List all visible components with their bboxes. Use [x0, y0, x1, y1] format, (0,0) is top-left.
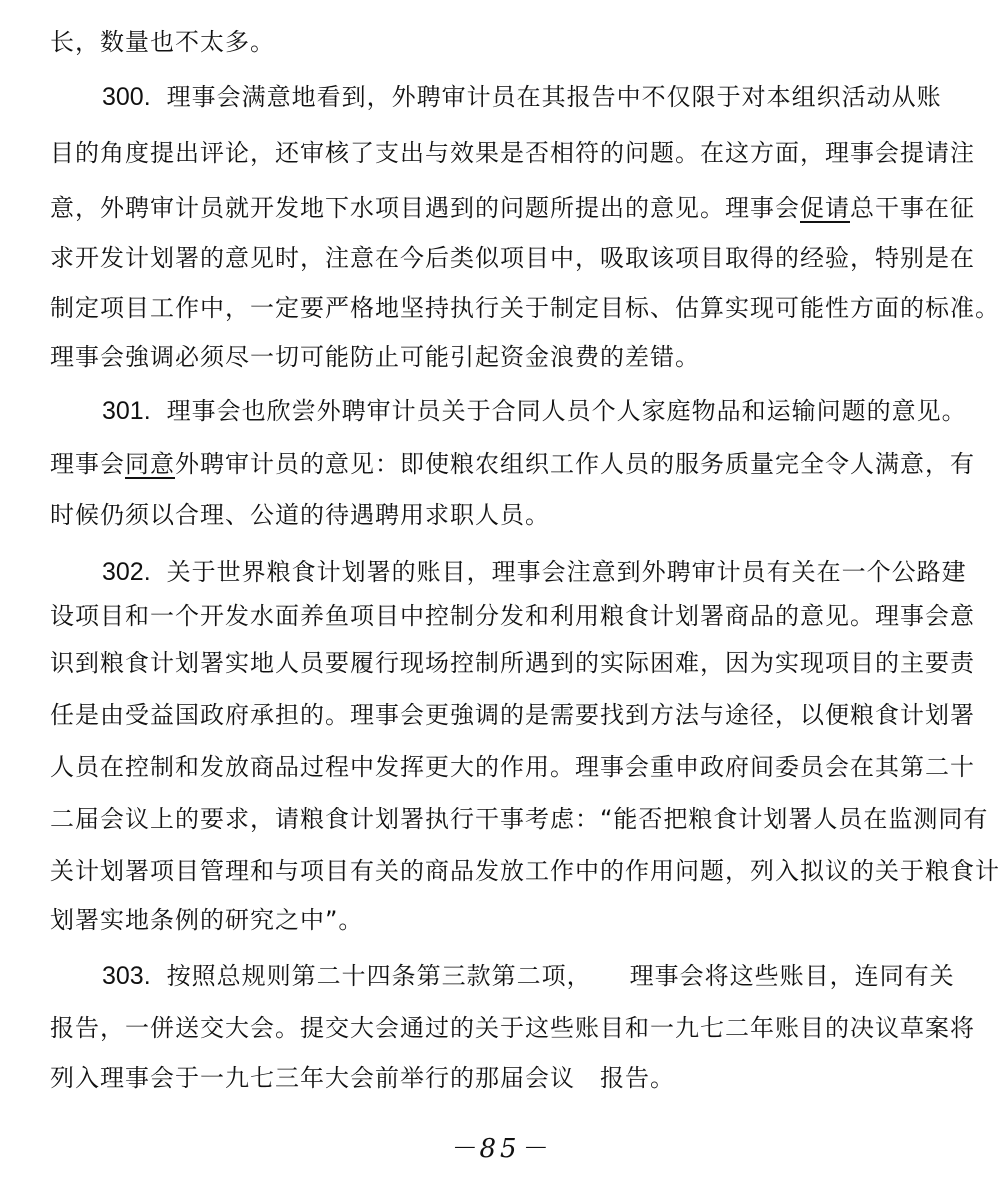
- text-line: [50, 243, 975, 273]
- paragraph-number: 302.: [102, 558, 151, 586]
- paragraph-303-start: [102, 961, 960, 991]
- line-text: 人员在控制和发放商品过程中发挥更大的作用。理事会重申政府间委员会在其第二十: [50, 753, 975, 781]
- line-text: 外聘审计员的意见：即使粮农组织工作人员的服务质量完全令人满意，有: [175, 450, 975, 478]
- paragraph-301-start: [102, 396, 967, 426]
- line-text: 求开发计划署的意见时，注意在今后类似项目中，吸取该项目取得的经验，特别是在: [50, 244, 975, 272]
- text-line: [50, 27, 960, 57]
- line-text: 理事会強调必须尽一切可能防止可能引起资金浪费的差错。: [50, 343, 700, 371]
- paragraph-302-start: [102, 557, 967, 587]
- text-line: [50, 500, 960, 530]
- underlined-text: 同意: [125, 450, 175, 478]
- line-text: 时候仍须以合理、公道的待遇聘用求职人员。: [50, 501, 550, 529]
- line-text: 意，外聘审计员就开发地下水项目遇到的问题所提出的意见。理事会: [50, 194, 800, 222]
- line-text: 划署实地条例的研究之中”。: [50, 906, 364, 934]
- paragraph-number: 303.: [102, 962, 151, 990]
- paragraph-number: 301.: [102, 397, 151, 425]
- text-line: [50, 342, 960, 372]
- line-text: 长，数量也不太多。: [50, 28, 275, 56]
- text-line: [50, 648, 975, 678]
- line-text: 理事会也欣尝外聘审计员关于合同人员个人家庭物品和运输问题的意见。: [166, 397, 967, 425]
- line-text: 理事会满意地看到，外聘审计员在其报告中不仅限于对本组织活动从账: [166, 83, 942, 111]
- line-text: 任是由受益国政府承担的。理事会更強调的是需要找到方法与途径，以便粮食计划署: [50, 701, 975, 729]
- text-line: [50, 1013, 975, 1043]
- line-text: 设项目和一个开发水面养鱼项目中控制分发和利用粮食计划署商品的意见。理事会意: [50, 602, 975, 630]
- line-text: 理事会: [50, 450, 125, 478]
- paragraph-number: 300.: [102, 83, 151, 111]
- line-text: 列入理事会于一九七三年大会前举行的那届会议 报告。: [50, 1064, 675, 1092]
- text-line: [50, 905, 960, 935]
- text-line: [50, 193, 975, 223]
- paragraph-300-start: [102, 82, 960, 112]
- line-text: 识到粮食计划署实地人员要履行现场控制所遇到的实际困难，因为实现项目的主要责: [50, 649, 975, 677]
- line-text: 关于世界粮食计划署的账目，理事会注意到外聘审计员有关在一个公路建: [166, 558, 967, 586]
- text-line: [50, 293, 1000, 323]
- line-text: 报告，一併送交大会。提交大会通过的关于这些账目和一九七二年账目的决议草案将: [50, 1014, 975, 1042]
- page-number: －85－: [449, 1134, 551, 1164]
- text-line: [50, 752, 975, 782]
- text-line: [50, 601, 975, 631]
- line-text: 按照总规则第二十四条第三款第二项， 理事会将这些账目，连同有关: [166, 962, 955, 990]
- line-text: 二届会议上的要求，请粮食计划署执行干事考虑：“能否把粮食计划署人员在监测同有: [50, 805, 989, 833]
- text-line: [50, 1063, 960, 1093]
- line-text: 制定项目工作中，一定要严格地坚持执行关于制定目标、估算实现可能性方面的标准。: [50, 294, 1000, 322]
- text-line: [50, 856, 1000, 886]
- line-text: 关计划署项目管理和与项目有关的商品发放工作中的作用问题，列入拟议的关于粮食计: [50, 857, 1000, 885]
- text-line: [50, 804, 989, 834]
- text-line: [50, 700, 975, 730]
- line-text: 目的角度提出评论，还审核了支出与效果是否相符的问题。在这方面，理事会提请注: [50, 139, 975, 167]
- text-line: [50, 449, 975, 479]
- underlined-text: 促请: [800, 194, 850, 222]
- line-text: 总干事在征: [850, 194, 975, 222]
- text-line: [50, 138, 975, 168]
